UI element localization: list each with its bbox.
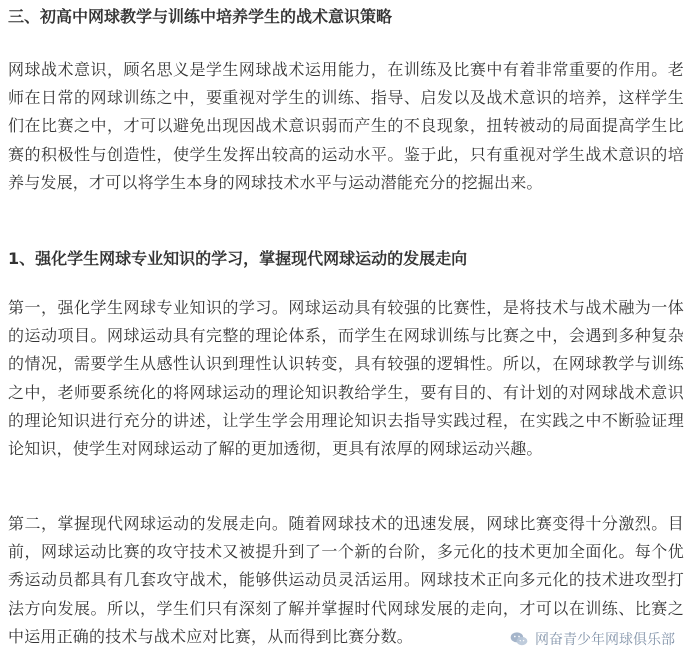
intro-paragraph: 网球战术意识，顾名思义是学生网球战术运用能力，在训练及比赛中有着非常重要的作用。老师在日常的网球训练之中，要重视对学生的训练、指导、启发以及战术意识的培养，这样学生们在比赛之中，才可以避免出现因战术意识弱而产生的不良现象，扭转被动的局面提高学生比赛的积极性与创造性，使学生发挥出较高的运动水平。鉴于此，只有重视对学生战术意识的培养与发展，才可以将学生本身的网球技术水平与运动潜能充分的挖掘出来。	[8, 60, 684, 192]
watermark-text: 网奋青少年网球俱乐部	[535, 632, 675, 648]
subsection-heading: 1、强化学生网球专业知识的学习，掌握现代网球运动的发展走向	[8, 249, 468, 268]
watermark	[505, 627, 681, 651]
wechat-icon	[509, 629, 529, 649]
paragraph-second: 第二，掌握现代网球运动的发展走向。随着网球技术的迅速发展，网球比赛变得十分激烈。目前，网球运动比赛的攻守技术又被提升到了一个新的台阶，多元化的技术更加全面化。每个优秀运动员都具有几套攻守战术，能够供运动员灵活运用。网球技术正向多元化的技术进攻型打法方向发展。所以，学生们只有深刻了解并掌握时代网球发展的走向，才可以在训练、比赛之中运用正确的技术与战术应对比赛，从而得到比赛分数。	[8, 514, 684, 646]
paragraph-first: 第一，强化学生网球专业知识的学习。网球运动具有较强的比赛性，是将技术与战术融为一体的运动项目。网球运动具有完整的理论体系，而学生在网球训练与比赛之中，会遇到多种复杂的情况，需要学生从感性认识到理性认识转变，具有较强的逻辑性。所以，在网球教学与训练之中，老师要系统化的将网球运动的理论知识教给学生，要有目的、有计划的对网球战术意识的理论知识进行充分的讲述，让学生学会用理论知识去指导实践过程，在实践之中不断验证理论知识，使学生对网球运动了解的更加透彻，更具有浓厚的网球运动兴趣。	[8, 298, 684, 459]
section-heading: 三、初高中网球教学与训练中培养学生的战术意识策略	[8, 7, 393, 26]
